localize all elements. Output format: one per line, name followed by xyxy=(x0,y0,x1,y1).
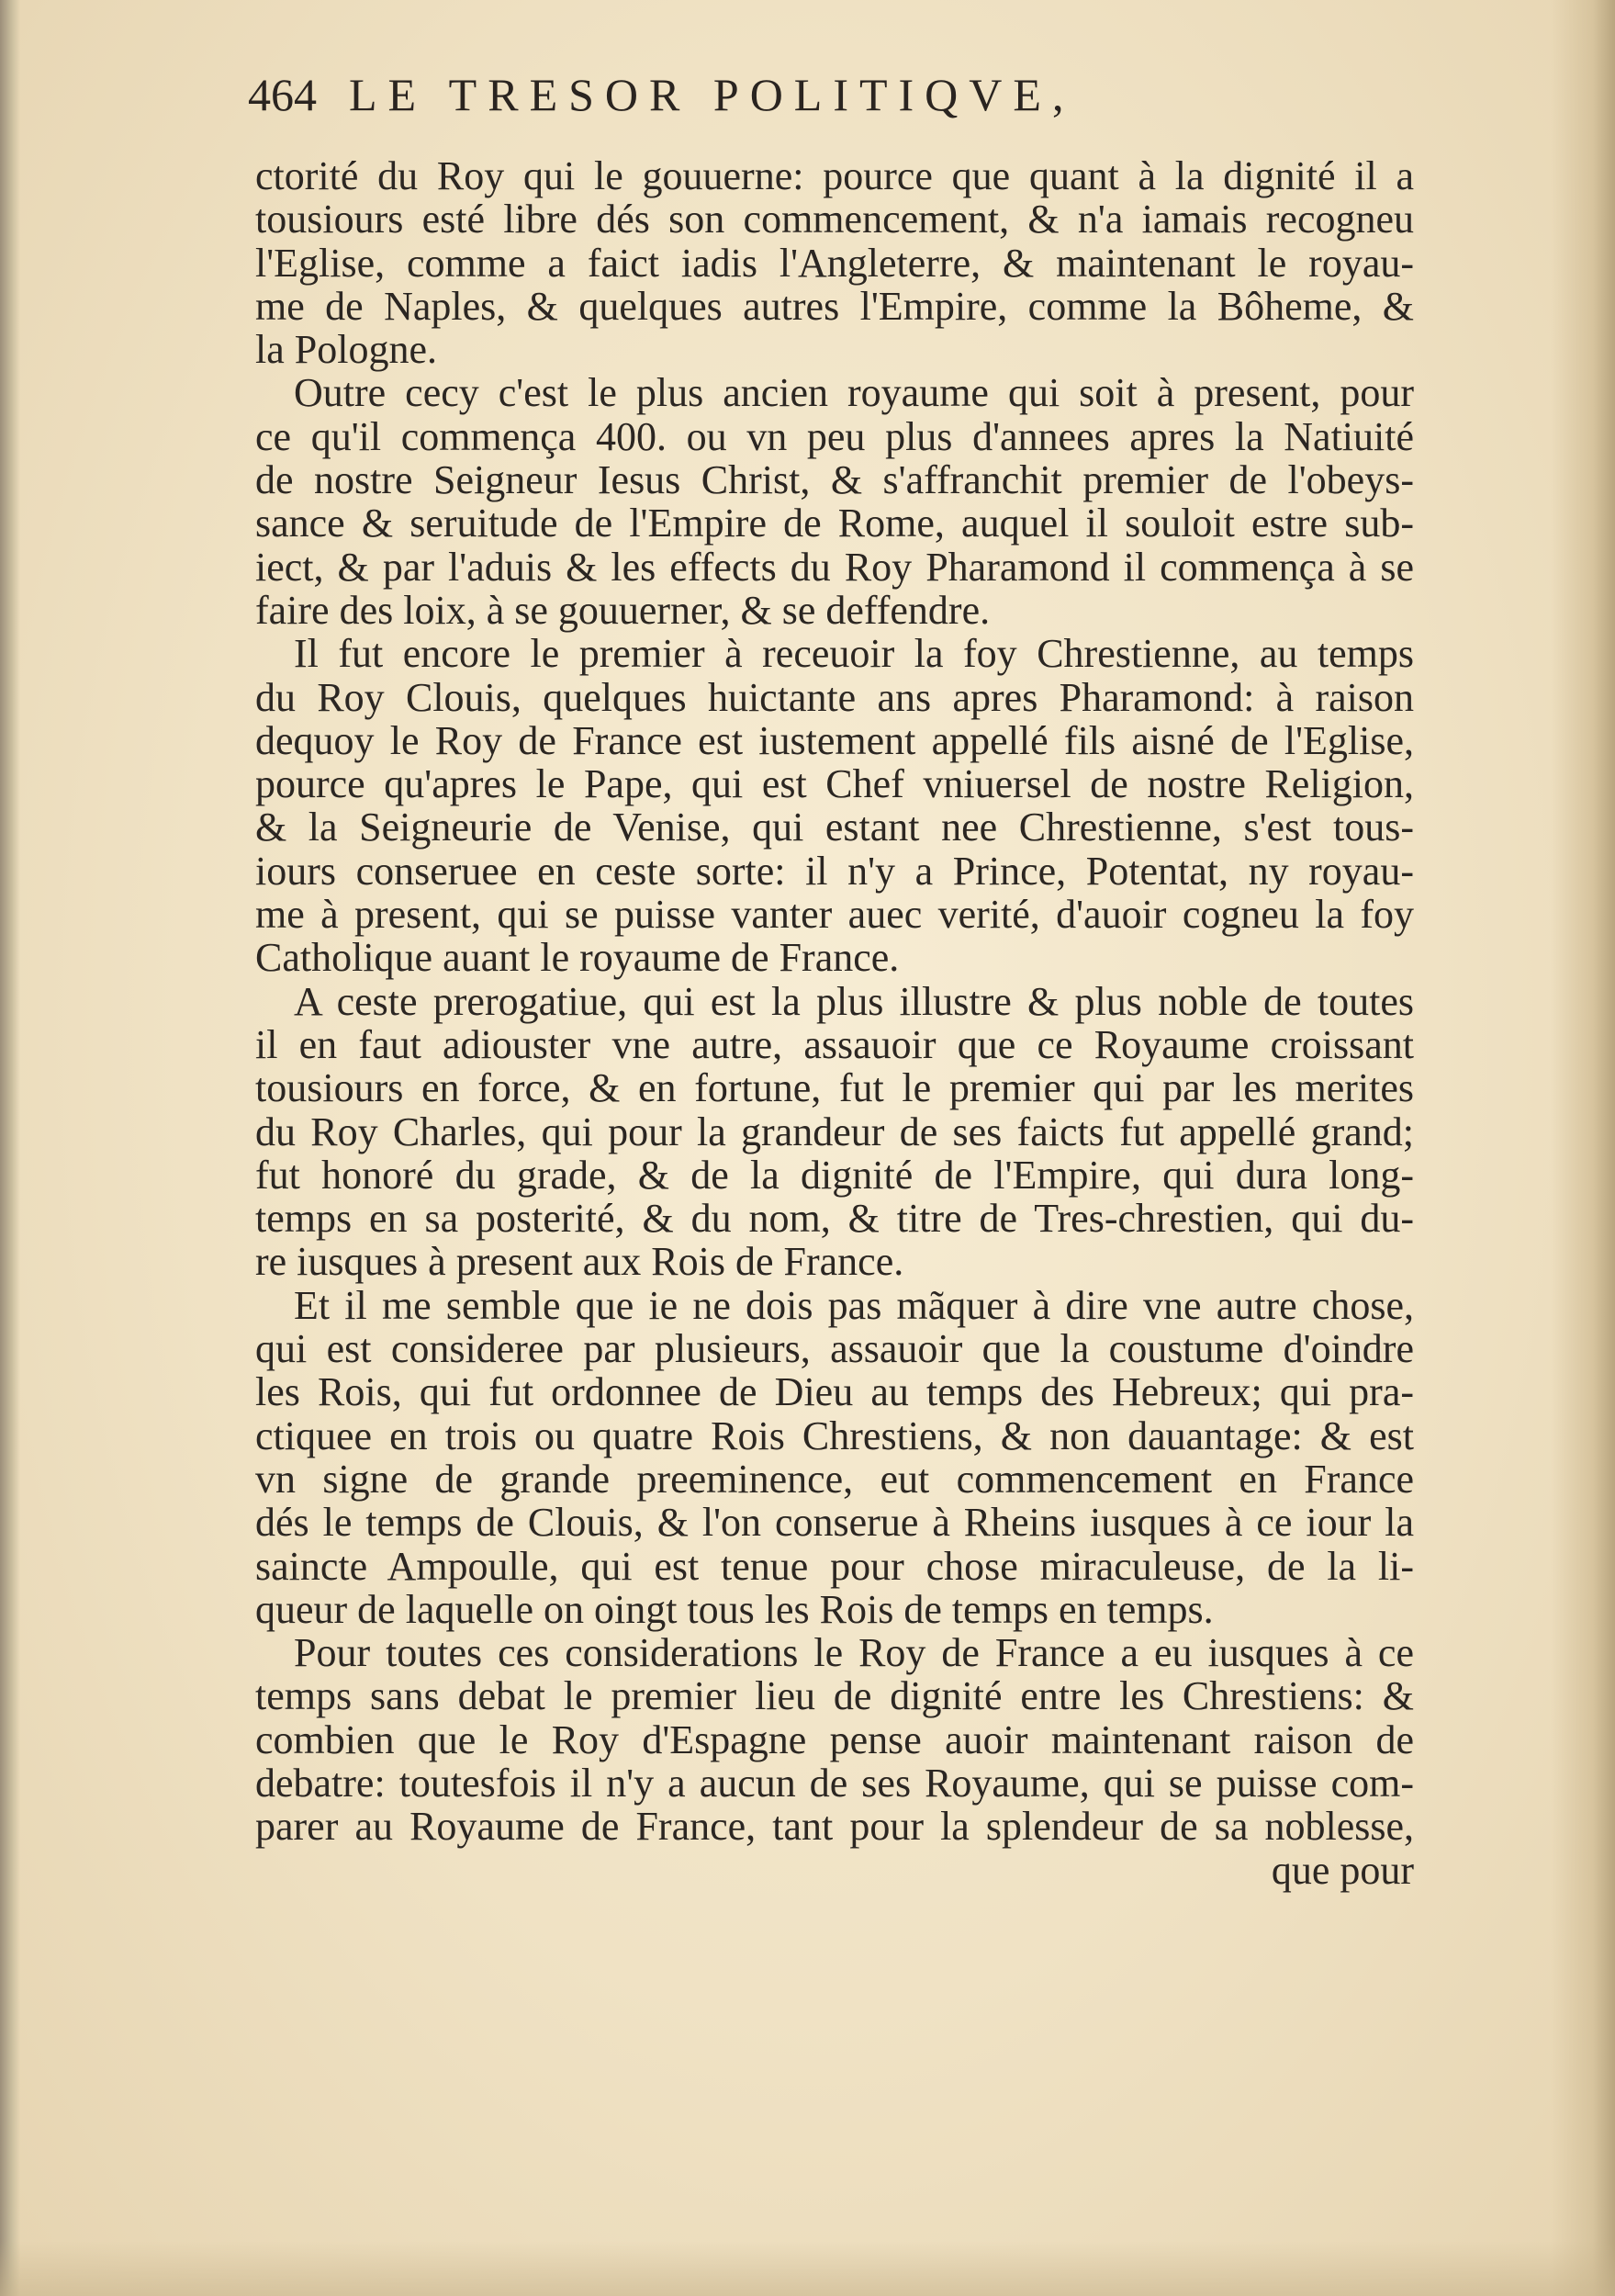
text-line: pource qu'apres le Pape, qui est Chef vniuersel de nostre Religion, xyxy=(255,761,1414,807)
text-line: dés le temps de Clouis, & l'on conserue à Rheins iusques à ce iour la xyxy=(255,1500,1414,1546)
text-line: tousiours en force, & en fortune, fut le premier qui par les merites xyxy=(255,1065,1414,1111)
paragraph-start-line: Outre cecy c'est le plus ancien royaume qui soit à present, pour xyxy=(294,370,1414,416)
text-line: qui est consideree par plusieurs, assauoir que la coustume d'oindre xyxy=(255,1326,1414,1372)
text-line: les Rois, qui fut ordonnee de Dieu au temps des Hebreux; qui pra- xyxy=(255,1369,1414,1415)
text-line: temps en sa posterité, & du nom, & titre de Tres-chrestien, qui du- xyxy=(255,1196,1414,1242)
text-line: debatre: toutesfois il n'y a aucun de ses Royaume, qui se puisse com- xyxy=(255,1760,1414,1806)
text-line: l'Eglise, comme a faict iadis l'Angleterre, & maintenant le royau- xyxy=(255,240,1414,286)
text-line: de nostre Seigneur Iesus Christ, & s'affranchit premier de l'obeys- xyxy=(255,457,1414,503)
text-line: ctorité du Roy qui le gouuerne: pource que quant à la dignité il a xyxy=(255,153,1414,198)
text-line: combien que le Roy d'Espagne pense auoir maintenant raison de xyxy=(255,1716,1414,1762)
text-line: saincte Ampoulle, qui est tenue pour chose miraculeuse, de la li- xyxy=(255,1543,1414,1589)
text-line: du Roy Charles, qui pour la grandeur de ses faicts fut appellé grand; xyxy=(255,1109,1414,1154)
text-line: ce qu'il commença 400. ou vn peu plus d'annees apres la Natiuité xyxy=(255,413,1414,459)
text-line: faire des loix, à se gouuerner, & se deffendre. xyxy=(255,587,991,633)
text-line: me à present, qui se puisse vanter auec verité, d'auoir cogneu la foy xyxy=(255,892,1414,938)
page-number: 464 xyxy=(248,69,317,120)
text-line: temps sans debat le premier lieu de dignité entre les Chrestiens: & xyxy=(255,1673,1414,1719)
text-line: queur de laquelle on oingt tous les Rois de temps en temps. xyxy=(255,1586,1214,1632)
page-header xyxy=(248,53,1285,136)
text-line: iours conseruee en ceste sorte: il n'y a Prince, Potentat, ny royau- xyxy=(255,848,1414,894)
text-line: tousiours esté libre dés son commencement, & n'a iamais recogneu xyxy=(255,197,1414,242)
text-line: parer au Royaume de France, tant pour la splendeur de sa noblesse, xyxy=(255,1804,1414,1850)
page-gutter-shadow xyxy=(0,0,20,2296)
page-bottom-shadow xyxy=(0,2241,1615,2296)
text-line: & la Seigneurie de Venise, qui estant nee Chrestienne, s'est tous- xyxy=(255,805,1414,850)
text-line: du Roy Clouis, quelques huictante ans apres Pharamond: à raison xyxy=(255,674,1414,720)
text-line: sance & seruitude de l'Empire de Rome, auquel il souloit estre sub- xyxy=(255,501,1414,546)
paragraph-start-line: Et il me semble que ie ne dois pas mãquer à dire vne autre chose, xyxy=(294,1282,1414,1328)
catchword: que pour xyxy=(1271,1847,1414,1893)
text-line: il en faut adiouster vne autre, assauoir que ce Royaume croissant xyxy=(255,1021,1414,1067)
text-line: me de Naples, & quelques autres l'Empire, comme la Bôheme, & xyxy=(255,283,1414,329)
text-line: iect, & par l'aduis & les effects du Roy Pharamond il commença à se xyxy=(255,544,1414,590)
page-edge-shadow xyxy=(1551,0,1615,2296)
text-line: fut honoré du grade, & de la dignité de l'Empire, qui dura long- xyxy=(255,1152,1414,1198)
paragraph-start-line: A ceste prerogatiue, qui est la plus illustre & plus noble de toutes xyxy=(294,978,1414,1024)
text-line: vn signe de grande preeminence, eut commencement en France xyxy=(255,1456,1414,1502)
text-line: ctiquee en trois ou quatre Rois Chrestiens, & non dauantage: & est xyxy=(255,1412,1414,1458)
paragraph-start-line: Pour toutes ces considerations le Roy de France a eu iusques à ce xyxy=(294,1630,1414,1676)
text-line: la Pologne. xyxy=(255,327,437,373)
paragraph-start-line: Il fut encore le premier à receuoir la foy Chrestienne, au temps xyxy=(294,631,1414,677)
text-line: Catholique auant le royaume de France. xyxy=(255,935,900,981)
running-head: LE TRESOR POLITIQVE, xyxy=(349,69,1075,120)
text-line: re iusques à present aux Rois de France. xyxy=(255,1239,904,1285)
text-line: dequoy le Roy de France est iustement appellé fils aisné de l'Eglise, xyxy=(255,717,1414,763)
body-text xyxy=(255,154,1414,1892)
